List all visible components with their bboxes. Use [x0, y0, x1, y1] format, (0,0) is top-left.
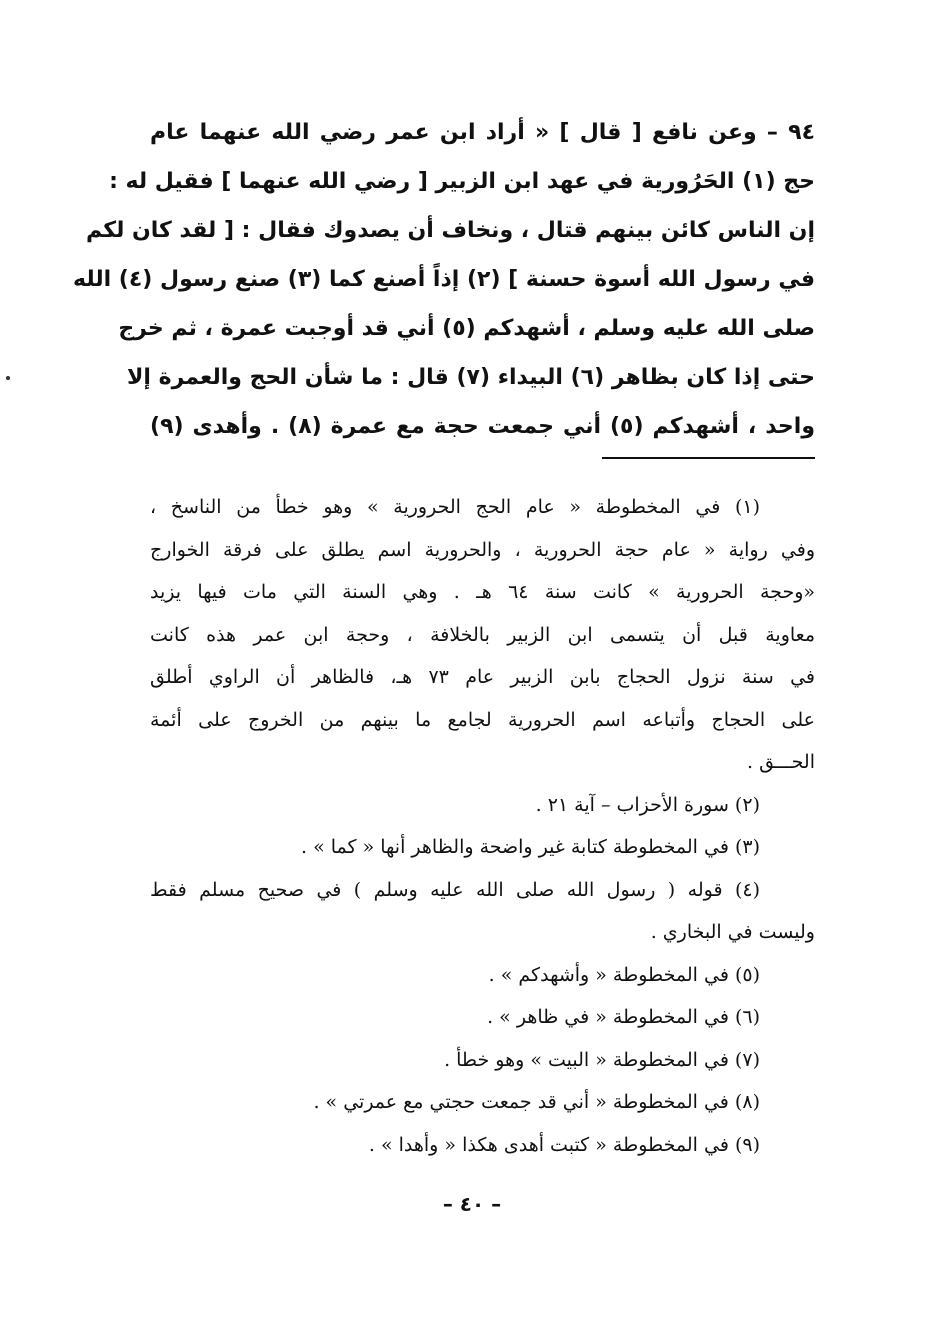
- footnote-8: (٨) في المخطوطة « أني قد جمعت حجتي مع عمرتي » .: [313, 1091, 760, 1113]
- footnote-4-line-1: (٤) قوله ( رسول الله صلى الله عليه وسلم ) في صحيح مسلم فقط: [150, 878, 760, 901]
- footnote-6: (٦) في المخطوطة « في ظاهر » .: [487, 1006, 760, 1028]
- footnote-1-line-1: (١) في المخطوطة « عام الحج الحرورية » وهو خطأ من الناسخ ،: [150, 496, 760, 518]
- footnote-1-line-6: على الحجاج وأتباعه اسم الحرورية لجامع ما بينهم من الخروج على أئمة: [150, 708, 815, 731]
- footnote-1-line-4: معاوية قبل أن يتسمى ابن الزبير بالخلافة ، وحجة ابن عمر هذه كانت: [150, 623, 815, 646]
- hadith-line-7: واحد ، أشهدكم (٥) أني جمعت حجة مع عمرة (٨) . وأهدى (٩): [150, 414, 815, 439]
- margin-dot: [6, 376, 10, 380]
- footnote-1-line-3: «وحجة الحرورية » كانت سنة ٦٤ هـ . وهي السنة التي مات فيها يزيد: [150, 581, 815, 603]
- footnote-1-line-2: وفي رواية « عام حجة الحرورية ، والحرورية اسم يطلق على فرقة الخوارج: [150, 538, 815, 561]
- hadith-line-1: ٩٤ – وعن نافع [ قال ] « أراد ابن عمر رضي الله عنهما عام: [150, 120, 815, 145]
- footnote-3: (٣) في المخطوطة كتابة غير واضحة والظاهر أنها « كما » .: [300, 836, 760, 858]
- footnote-4-line-2: وليست في البخاري .: [650, 921, 815, 943]
- page-number: – ٤٠ –: [442, 1192, 502, 1216]
- footnote-1-line-5: في سنة نزول الحجاج بابن الزبير عام ٧٣ هـ، فالظاهر أن الراوي أطلق: [150, 666, 815, 688]
- footnote-2: (٢) سورة الأحزاب – آية ٢١ .: [535, 793, 760, 816]
- hadith-text: [73, 108, 815, 451]
- hadith-line-2: حج (١) الحَرُورية في عهد ابن الزبير [ رضي الله عنهما ] فقيل له :: [109, 169, 815, 194]
- hadith-line-4: في رسول الله أسوة حسنة ] (٢) إذاً أصنع كما (٣) صنع رسول (٤) الله: [73, 267, 815, 292]
- footnote-5: (٥) في المخطوطة « وأشهدكم » .: [488, 963, 760, 986]
- hadith-line-5: صلى الله عليه وسلم ، أشهدكم (٥) أني قد أوجبت عمرة ، ثم خرج: [118, 316, 815, 341]
- hadith-line-3: إن الناس كائن بينهم قتال ، ونخاف أن يصدوك فقال : [ لقد كان لكم: [86, 218, 815, 243]
- footnote-7: (٧) في المخطوطة « البيت » وهو خطأ .: [444, 1048, 760, 1071]
- footnotes: [150, 486, 815, 1166]
- hadith-line-6: حتى إذا كان بظاهر (٦) البيداء (٧) قال : ما شأن الحج والعمرة إلا: [127, 365, 815, 390]
- footnote-divider: [602, 457, 815, 459]
- footnote-9: (٩) في المخطوطة « كتبت أهدى هكذا « وأهدا » .: [368, 1133, 760, 1156]
- footnote-1-line-7: الحـــق .: [747, 751, 815, 773]
